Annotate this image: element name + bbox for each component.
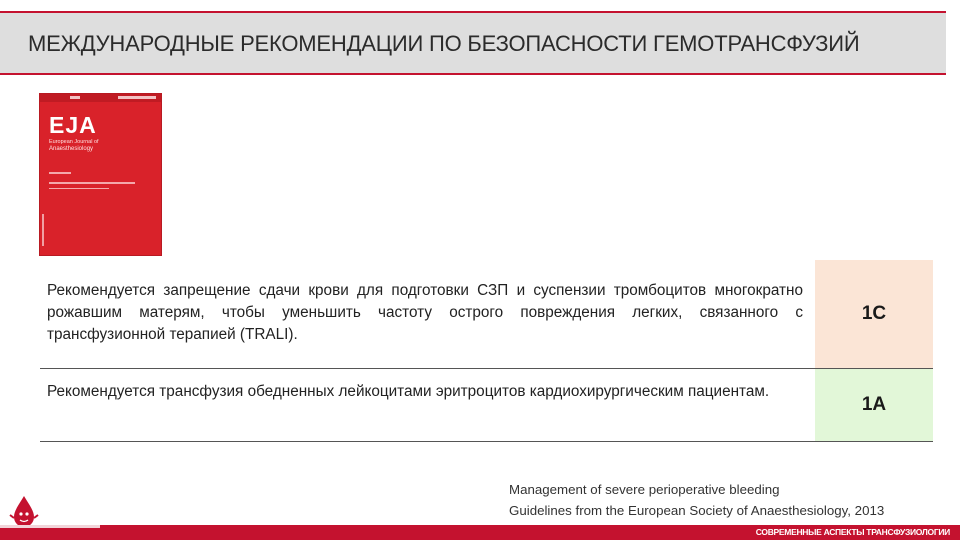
cover-line bbox=[49, 172, 71, 174]
grade-badge: 1C bbox=[815, 260, 933, 368]
cover-logo: EJA bbox=[49, 112, 97, 138]
recommendation-row bbox=[40, 369, 933, 442]
source-citation bbox=[509, 479, 884, 521]
cover-line bbox=[49, 182, 135, 184]
footer-text: СОВРЕМЕННЫЕ АСПЕКТЫ ТРАНСФУЗИОЛОГИИ bbox=[755, 527, 950, 537]
slide-title: МЕЖДУНАРОДНЫЕ РЕКОМЕНДАЦИИ ПО БЕЗОПАСНОСТИ ГЕМОТРАНСФУЗИЙ bbox=[28, 31, 860, 56]
cover-line bbox=[49, 188, 109, 189]
blood-drop-mascot-icon bbox=[8, 494, 40, 528]
recommendation-row bbox=[40, 260, 933, 369]
cover-header-strip bbox=[40, 94, 161, 102]
cover-spine-mark bbox=[42, 214, 44, 246]
grade-badge: 1A bbox=[815, 369, 933, 441]
footer-highlight bbox=[0, 525, 100, 528]
cover-subtitle-1: European Journal of bbox=[49, 139, 99, 145]
recommendation-text: Рекомендуется запрещение сдачи крови для подготовки СЗП и суспензии тромбоцитов многократно рожавшим матерям, чтобы уменьшить частоту острого повреждения легких, связанного с трансфузионной терапией (TRALI). bbox=[47, 282, 803, 343]
cover-subtitle-2: Anaesthesiology bbox=[49, 146, 94, 152]
title-bar bbox=[0, 11, 946, 75]
citation-line-2: Guidelines from the European Society of Anaesthesiology, 2013 bbox=[509, 503, 885, 518]
citation-line-1: Management of severe perioperative bleeding bbox=[509, 482, 780, 497]
recommendation-text: Рекомендуется трансфузия обедненных лейкоцитами эритроцитов кардиохирургическим пациентам. bbox=[47, 383, 770, 400]
journal-cover-image bbox=[39, 93, 162, 256]
recommendations-table bbox=[40, 260, 933, 442]
